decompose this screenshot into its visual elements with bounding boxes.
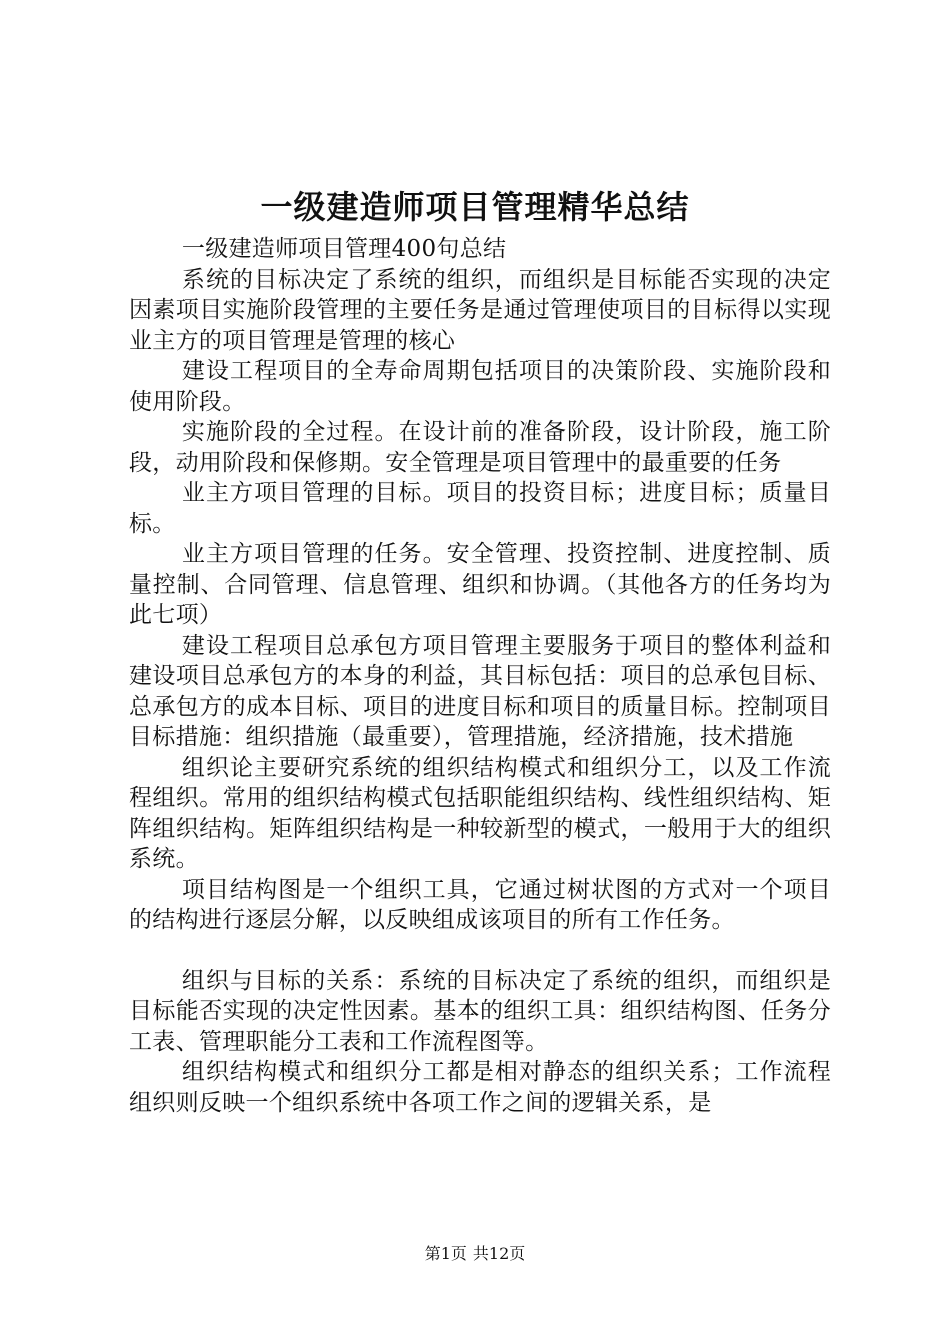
paragraph: 一级建造师项目管理400句总结	[181, 236, 507, 262]
paragraph: 组织与目标的关系：系统的目标决定了系统的组织，而组织是目标能否实现的决定性因素。基本的组织工具：组织结构图、任务分工表、管理职能分工表和工作流程图等。	[129, 967, 831, 1055]
paragraph: 业主方项目管理的任务。安全管理、投资控制、进度控制、质量控制、合同管理、信息管理、组织和协调。（其他各方的任务均为此七项）	[129, 541, 831, 628]
paragraph: 业主方项目管理的目标。项目的投资目标；进度目标；质量目标。	[129, 480, 831, 537]
paragraph: 建设工程项目的全寿命周期包括项目的决策阶段、实施阶段和使用阶段。	[129, 358, 831, 415]
paragraph: 组织论主要研究系统的组织结构模式和组织分工，以及工作流程组织。常用的组织结构模式包括职能组织结构、线性组织结构、矩阵组织结构。矩阵组织结构是一种较新型的模式，一般用于大的组织系统。	[129, 754, 831, 872]
paragraph: 组织结构模式和组织分工都是相对静态的组织关系；工作流程组织则反映一个组织系统中各项工作之间的逻辑关系，是	[129, 1059, 831, 1116]
page-total: 共12页	[472, 1244, 526, 1263]
page-number: 第1页	[424, 1244, 467, 1263]
document-title: 一级建造师项目管理精华总结	[260, 188, 690, 226]
paragraph: 系统的目标决定了系统的组织，而组织是目标能否实现的决定因素项目实施阶段管理的主要任务是通过管理使项目的目标得以实现业主方的项目管理是管理的核心	[129, 266, 831, 354]
paragraph: 实施阶段的全过程。在设计前的准备阶段，设计阶段，施工阶段，动用阶段和保修期。安全管理是项目管理中的最重要的任务	[129, 419, 831, 476]
document-body	[129, 234, 831, 1118]
page-footer	[0, 1243, 950, 1265]
paragraph: 项目结构图是一个组织工具，它通过树状图的方式对一个项目的结构进行逐层分解，以反映组成该项目的所有工作任务。	[129, 876, 831, 933]
paragraph: 建设工程项目总承包方项目管理主要服务于项目的整体利益和建设项目总承包方的本身的利益，其目标包括：项目的总承包目标、总承包方的成本目标、项目的进度目标和项目的质量目标。控制项目目标措施：组织措施（最重要），管理措施，经济措施，技术措施	[129, 632, 831, 750]
